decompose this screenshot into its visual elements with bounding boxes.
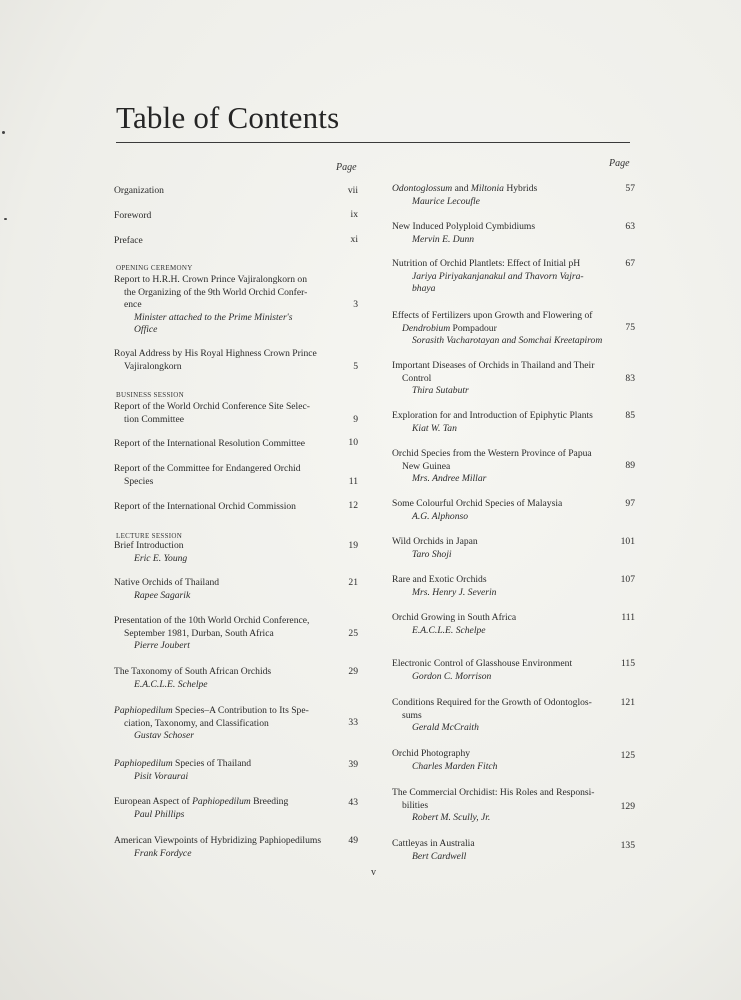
toc-entry-author: Gustav Schoser bbox=[134, 730, 194, 742]
toc-entry-author: Kiat W. Tan bbox=[412, 422, 457, 434]
toc-entry-page: 129 bbox=[620, 801, 635, 812]
page-title: Table of Contents bbox=[116, 100, 340, 135]
toc-entry-title: American Viewpoints of Hybridizing Paphiopedilums bbox=[114, 835, 322, 846]
toc-entry-page: ix bbox=[350, 209, 358, 220]
toc-entry-page: 75 bbox=[625, 322, 635, 333]
toc-entry-author: Mrs. Henry J. Severin bbox=[412, 586, 497, 598]
toc-entry bbox=[392, 574, 635, 599]
toc-entry-title: Important Diseases of Orchids in Thailand and Their Control bbox=[392, 360, 595, 384]
toc-entry bbox=[392, 310, 635, 348]
toc-entry-author: Maurice Lecoufle bbox=[412, 195, 480, 207]
section-heading: LECTURE SESSION bbox=[116, 532, 183, 540]
toc-entry bbox=[392, 448, 635, 486]
toc-entry bbox=[392, 498, 635, 523]
toc-entry-author: Paul Phillips bbox=[134, 808, 185, 820]
toc-entry-title: Orchid Growing in South Africa bbox=[392, 612, 517, 623]
toc-entry-page: 5 bbox=[353, 361, 358, 372]
toc-entry-author: Pierre Joubert bbox=[134, 640, 190, 652]
toc-entry-page: 57 bbox=[625, 183, 635, 194]
toc-entry-title: Paphiopedilum Species of Thailand bbox=[114, 758, 252, 769]
toc-entry-author: Gerald McCraith bbox=[412, 722, 479, 734]
toc-entry-author: E.A.C.L.E. Schelpe bbox=[134, 678, 208, 690]
toc-entry bbox=[114, 401, 358, 426]
toc-entry-title: Odontoglossum and Miltonia Hybrids bbox=[392, 183, 538, 194]
toc-entry bbox=[392, 258, 635, 296]
toc-entry-page: vii bbox=[347, 185, 358, 196]
toc-entry bbox=[114, 835, 358, 860]
toc-entry-page: 107 bbox=[620, 574, 635, 585]
toc-entry bbox=[114, 666, 358, 691]
toc-entry bbox=[392, 221, 635, 246]
page-column-header-left: Page bbox=[336, 162, 357, 173]
toc-entry-page: 33 bbox=[348, 717, 358, 728]
toc-entry bbox=[392, 183, 635, 208]
toc-entry-author: E.A.C.L.E. Schelpe bbox=[412, 624, 486, 636]
toc-entry bbox=[114, 348, 358, 373]
toc-entry bbox=[114, 274, 358, 337]
toc-entry bbox=[114, 540, 358, 565]
toc-entry-page: 97 bbox=[625, 498, 635, 509]
toc-entry-page: 43 bbox=[348, 797, 358, 808]
toc-entry-author: Thira Sutabutr bbox=[412, 385, 469, 397]
toc-entry-author: Mrs. Andree Millar bbox=[412, 473, 487, 485]
toc-entry bbox=[114, 501, 358, 514]
toc-entry-title: Electronic Control of Glasshouse Environment bbox=[392, 658, 573, 669]
toc-entry bbox=[114, 758, 358, 783]
toc-entry-title: Royal Address by His Royal Highness Crown Prince Vajiralongkorn bbox=[114, 348, 317, 372]
toc-entry-page: 25 bbox=[348, 628, 358, 639]
toc-entry-page: 12 bbox=[348, 500, 358, 511]
toc-entry bbox=[114, 705, 358, 743]
toc-entry-page: 3 bbox=[353, 299, 358, 310]
toc-entry-title: European Aspect of Paphiopedilum Breeding bbox=[114, 796, 289, 807]
toc-entry bbox=[114, 185, 358, 198]
page-column-header-right: Page bbox=[609, 158, 630, 169]
toc-entry-author: Minister attached to the Prime Minister's Office bbox=[134, 311, 293, 336]
toc-entry-title: Paphiopedilum Species–A Contribution to Its Spe- ciation, Taxonomy, and Classification bbox=[114, 705, 309, 729]
toc-entry-title: Nutrition of Orchid Plantlets: Effect of Initial pH bbox=[392, 258, 581, 269]
page-folio: v bbox=[371, 867, 376, 878]
toc-entry-page: 49 bbox=[348, 835, 358, 846]
toc-entry bbox=[392, 410, 635, 435]
toc-entry bbox=[114, 577, 358, 602]
toc-entry-author: Robert M. Scully, Jr. bbox=[412, 812, 491, 824]
toc-entry-page: 21 bbox=[348, 577, 358, 588]
toc-entry-title: Wild Orchids in Japan bbox=[392, 536, 478, 547]
paper-speck bbox=[2, 131, 5, 134]
toc-entry-title: Some Colourful Orchid Species of Malaysia bbox=[392, 498, 563, 509]
toc-entry-title: Effects of Fertilizers upon Growth and Flowering of Dendrobium Pompadour bbox=[392, 310, 593, 334]
toc-entry-page: 9 bbox=[353, 414, 358, 425]
toc-entry-page: 83 bbox=[625, 373, 635, 384]
toc-entry-page: 89 bbox=[625, 460, 635, 471]
toc-entry-title: The Taxonomy of South African Orchids bbox=[114, 666, 272, 677]
toc-right-column bbox=[392, 0, 635, 1000]
toc-entry-author: Pisit Voraurai bbox=[134, 770, 189, 782]
toc-entry bbox=[114, 210, 358, 223]
toc-entry bbox=[114, 796, 358, 821]
toc-entry-title: Conditions Required for the Growth of Odontoglos- sums bbox=[392, 697, 592, 721]
toc-entry-page: 10 bbox=[348, 437, 358, 448]
toc-entry bbox=[114, 438, 358, 451]
toc-entry-title: Report of the World Orchid Conference Site Selec- tion Committee bbox=[114, 401, 310, 425]
toc-entry-page: 121 bbox=[620, 697, 635, 708]
toc-entry-author: Mervin E. Dunn bbox=[412, 233, 475, 245]
toc-entry-page: 101 bbox=[620, 536, 635, 547]
toc-entry-title: Preface bbox=[114, 235, 143, 246]
toc-entry-author: Rapee Sagarik bbox=[134, 589, 191, 601]
toc-entry bbox=[392, 787, 635, 825]
toc-entry-title: Exploration for and Introduction of Epiphytic Plants bbox=[392, 410, 593, 421]
paper-speck bbox=[4, 218, 7, 220]
toc-entry-author: Gordon C. Morrison bbox=[412, 670, 492, 682]
toc-entry-page: 135 bbox=[620, 840, 635, 851]
toc-entry-page: 125 bbox=[620, 750, 635, 761]
toc-entry-title: Brief Introduction bbox=[114, 540, 184, 551]
toc-entry-author: Jariya Piriyakanjanakul and Thavorn Vajra- bhaya bbox=[412, 270, 584, 295]
toc-entry-title: The Commercial Orchidist: His Roles and Responsi- bilities bbox=[392, 787, 595, 811]
toc-entry-author: Frank Fordyce bbox=[134, 847, 192, 859]
toc-entry-title: Report of the Committee for Endangered Orchid Species bbox=[114, 463, 301, 487]
toc-entry-author: Bert Cardwell bbox=[412, 850, 467, 862]
toc-entry bbox=[392, 536, 635, 561]
toc-entry-title: Native Orchids of Thailand bbox=[114, 577, 220, 588]
toc-entry bbox=[392, 748, 635, 773]
toc-entry-page: 67 bbox=[625, 258, 635, 269]
section-heading: OPENING CEREMONY bbox=[116, 264, 193, 272]
toc-entry bbox=[392, 658, 635, 683]
toc-entry-title: Cattleyas in Australia bbox=[392, 838, 475, 849]
toc-entry bbox=[114, 463, 358, 488]
toc-entry-page: 115 bbox=[620, 658, 635, 669]
toc-entry-title: Report to H.R.H. Crown Prince Vajiralongkorn on the Organizing of the 9th World Orchid Confer- ence bbox=[114, 274, 308, 311]
toc-entry-page: 19 bbox=[348, 540, 358, 551]
toc-entry bbox=[114, 235, 358, 248]
section-heading: BUSINESS SESSION bbox=[116, 391, 185, 399]
toc-entry bbox=[114, 615, 358, 653]
toc-entry-title: New Induced Polyploid Cymbidiums bbox=[392, 221, 536, 232]
toc-entry-title: Report of the International Resolution Committee bbox=[114, 438, 306, 449]
toc-entry-author: Charles Marden Fitch bbox=[412, 760, 498, 772]
toc-entry-title: Orchid Species from the Western Province of Papua New Guinea bbox=[392, 448, 592, 472]
toc-entry bbox=[392, 697, 635, 735]
toc-entry bbox=[392, 838, 635, 863]
toc-entry-title: Organization bbox=[114, 185, 164, 196]
toc-entry-author: Eric E. Young bbox=[134, 552, 188, 564]
toc-entry-title: Report of the International Orchid Commission bbox=[114, 501, 296, 512]
toc-entry-page: xi bbox=[350, 234, 358, 245]
toc-left-column bbox=[114, 0, 358, 1000]
toc-entry-title: Rare and Exotic Orchids bbox=[392, 574, 487, 585]
toc-entry-page: 39 bbox=[348, 759, 358, 770]
toc-entry-page: 111 bbox=[621, 612, 635, 623]
toc-entry-title: Presentation of the 10th World Orchid Conference, September 1981, Durban, South Africa bbox=[114, 615, 310, 639]
toc-entry-page: 63 bbox=[625, 221, 635, 232]
toc-entry-page: 85 bbox=[625, 410, 635, 421]
toc-entry bbox=[392, 360, 635, 398]
toc-entry-title: Foreword bbox=[114, 210, 152, 221]
toc-entry-page: 11 bbox=[348, 476, 358, 487]
toc-entry-author: A.G. Alphonso bbox=[412, 510, 469, 522]
toc-entry-page: 29 bbox=[348, 666, 358, 677]
toc-entry-author: Sorasith Vacharotayan and Somchai Kreetapirom bbox=[412, 335, 603, 347]
toc-entry-title: Orchid Photography bbox=[392, 748, 471, 759]
toc-entry bbox=[392, 612, 635, 637]
toc-entry-author: Taro Shoji bbox=[412, 548, 452, 560]
